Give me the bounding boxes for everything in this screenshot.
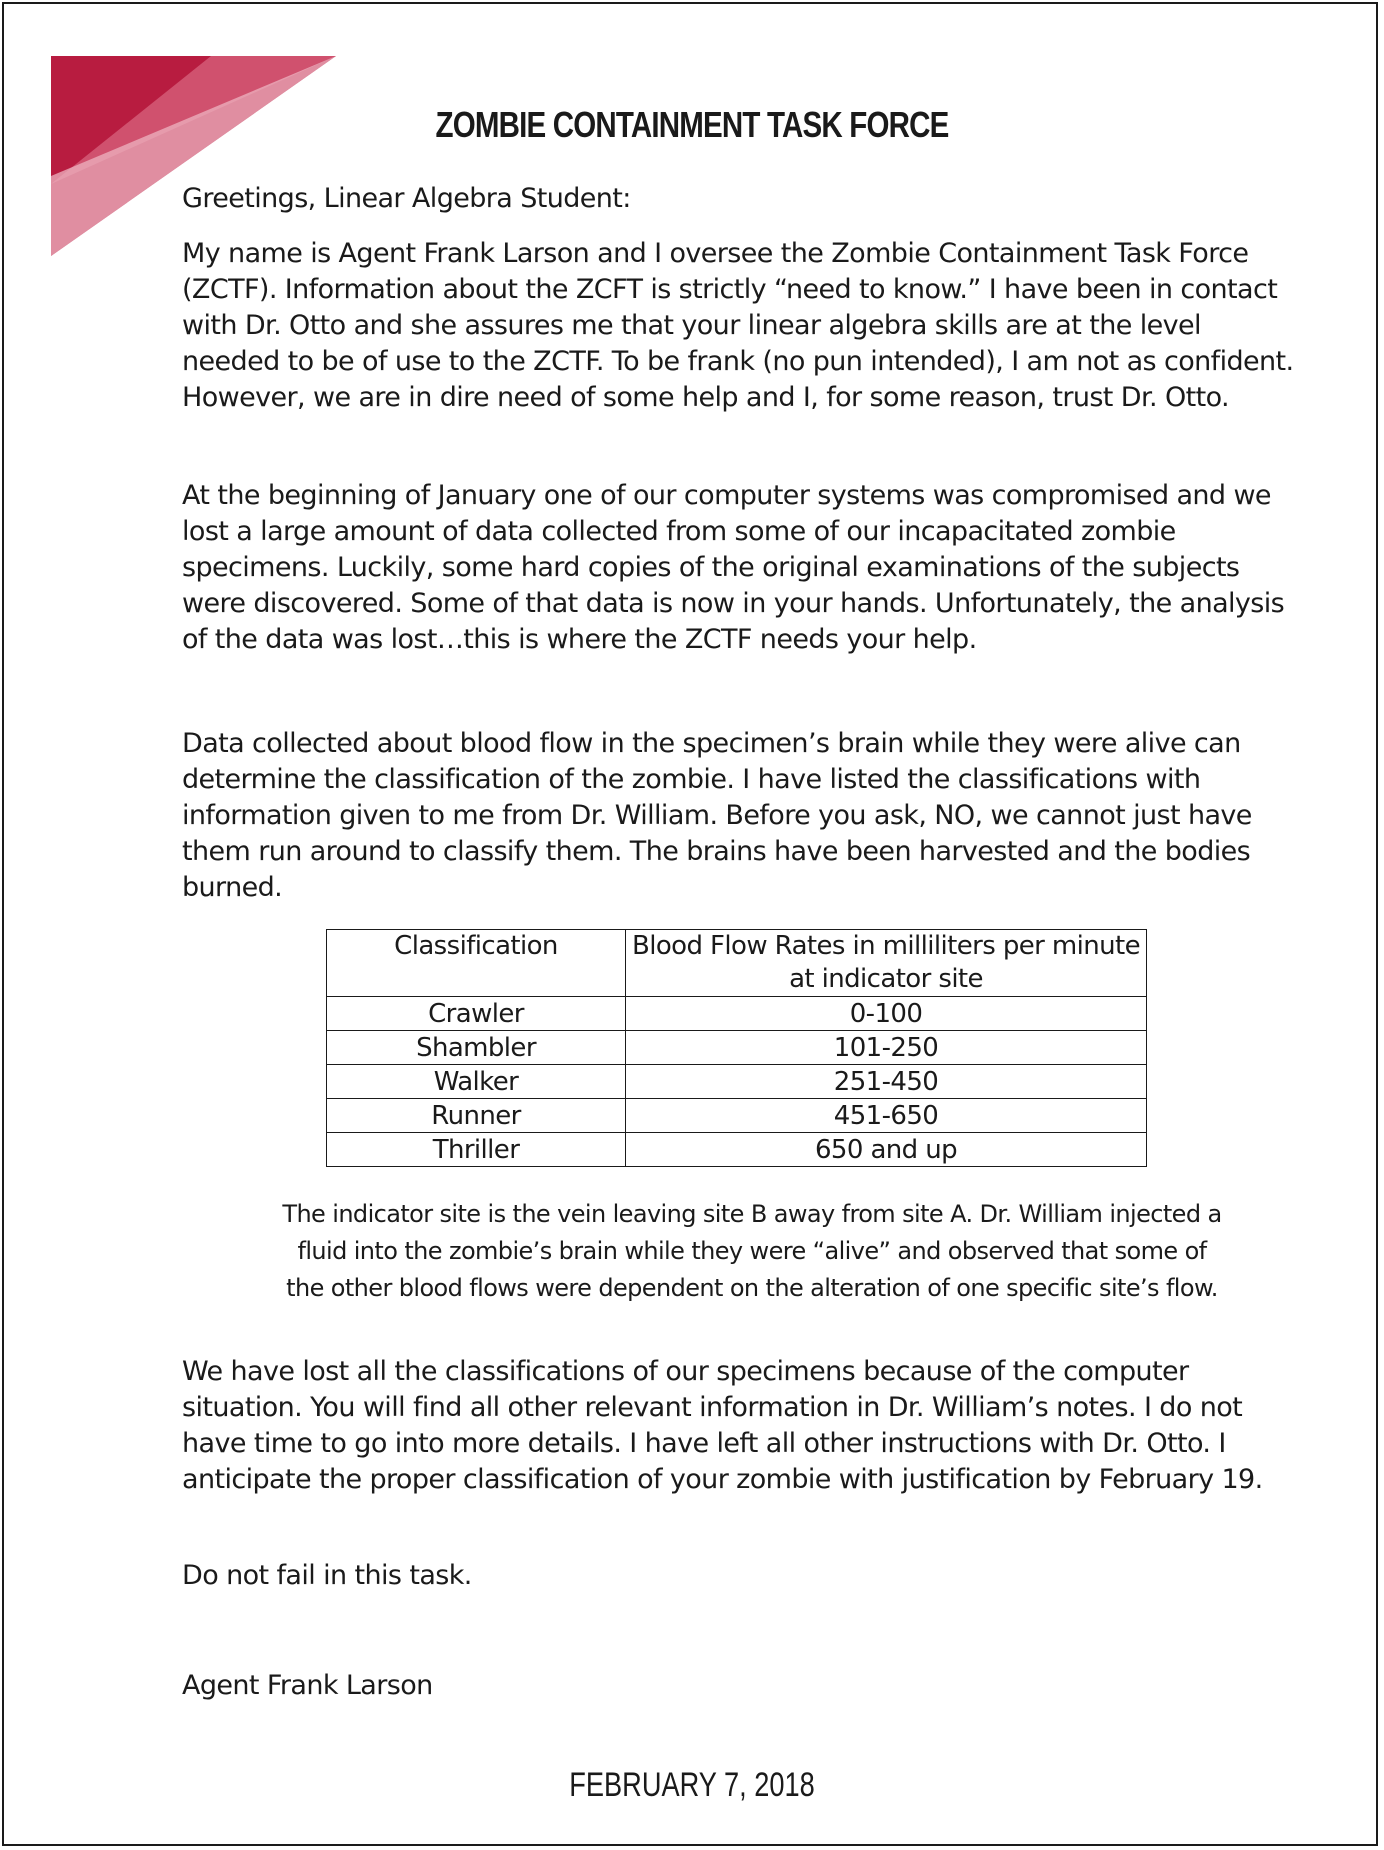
table-cell-classification: Thriller xyxy=(327,1133,626,1167)
table-header-row xyxy=(327,930,1147,997)
table-row xyxy=(327,1133,1147,1167)
table-row xyxy=(327,1099,1147,1133)
table-cell-rate: 0-100 xyxy=(626,997,1147,1031)
table-cell-rate: 451-650 xyxy=(626,1099,1147,1133)
greeting: Greetings, Linear Algebra Student: xyxy=(182,183,631,214)
letter-date: FEBRUARY 7, 2018 xyxy=(569,1766,815,1804)
table-cell-rate: 650 and up xyxy=(626,1133,1147,1167)
corner-decoration xyxy=(51,56,336,256)
paragraph-deadline: We have lost all the classifications of our specimens because of the computer situation. You will find all other relevant information in Dr. William’s notes. I do not have time to go into more details. I have left all other instructions with Dr. Otto. I anticipate the proper classification of your zombie with justification by February 19. xyxy=(182,1356,1263,1495)
table-cell-rate: 101-250 xyxy=(626,1031,1147,1065)
table-cell-rate: 251-450 xyxy=(626,1065,1147,1099)
table-row xyxy=(327,997,1147,1031)
paragraph-intro: My name is Agent Frank Larson and I oversee the Zombie Containment Task Force (ZCTF). Information about the ZCFT is strictly “need to know.” I have been in contact with Dr. Otto and she assures me that your linear algebra skills are at the level needed to be of use to the ZCTF. To be frank (no pun intended), I am not as confident. However, we are in dire need of some help and I, for some reason, trust Dr. Otto. xyxy=(182,238,1294,413)
paragraph-data-loss: At the beginning of January one of our computer systems was compromised and we lost a large amount of data collected from some of our incapacitated zombie specimens. Luckily, some hard copies of the original examinations of the subjects were discovered. Some of that data is now in your hands. Unfortunately, the analysis of the data was lost…this is where the ZCTF needs your help. xyxy=(182,480,1285,655)
table-cell-classification: Walker xyxy=(327,1065,626,1099)
table-header-classification: Classification xyxy=(327,930,626,997)
table-row xyxy=(327,1065,1147,1099)
table-cell-classification: Shambler xyxy=(327,1031,626,1065)
table-header-blood-flow: Blood Flow Rates in milliliters per minute at indicator site xyxy=(626,930,1147,997)
indicator-site-note: The indicator site is the vein leaving site B away from site A. Dr. William injected a fluid into the zombie’s brain while they were “alive” and observed that some of the other blood flows were dependent on the alteration of one specific site’s flow. xyxy=(282,1200,1222,1302)
signature: Agent Frank Larson xyxy=(182,1670,433,1701)
table-cell-classification: Crawler xyxy=(327,997,626,1031)
table-row xyxy=(327,1031,1147,1065)
paragraph-blood-flow: Data collected about blood flow in the specimen’s brain while they were alive can determine the classification of the zombie. I have listed the classifications with information given to me from Dr. William. Before you ask, NO, we cannot just have them run around to classify them. The brains have been harvested and the bodies burned. xyxy=(182,728,1252,903)
classification-table xyxy=(326,929,1147,1167)
page-title: ZOMBIE CONTAINMENT TASK FORCE xyxy=(435,104,949,145)
closing-line: Do not fail in this task. xyxy=(182,1560,472,1591)
table-cell-classification: Runner xyxy=(327,1099,626,1133)
